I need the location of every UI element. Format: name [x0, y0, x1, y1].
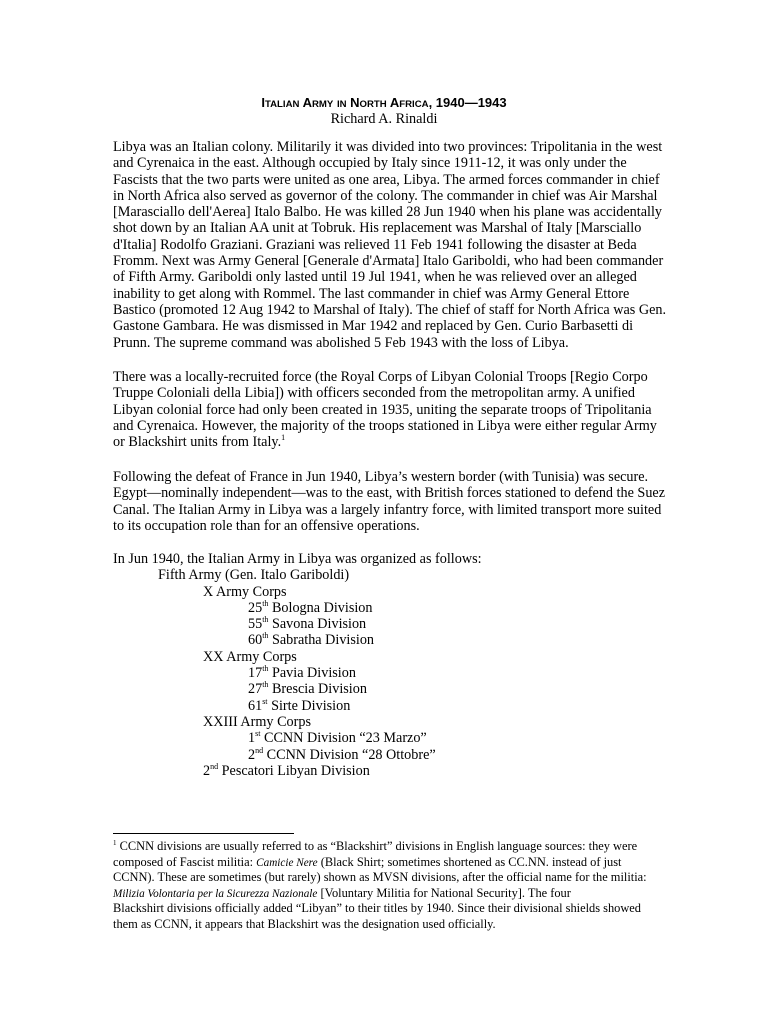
text-line: Libya was an Italian colony. Militarily it was divided into two provinces: Tripolitania in the west [113, 139, 663, 155]
paragraph-command-history [113, 139, 673, 351]
division-entry [113, 665, 482, 681]
text-line: in North Africa also served as governor of the colony. The commander in chief was Air Marshal [113, 187, 658, 204]
division-name: CCNN Division “23 Marzo” [260, 730, 427, 747]
ordinal-suffix: th [262, 598, 269, 608]
division-number: 27 [248, 681, 263, 698]
text-span: composed of Fascist militia: [113, 854, 257, 869]
corps-entry: X Army Corps [203, 583, 287, 600]
footnote-marker: 1 [113, 839, 117, 847]
text-line: There was a locally-recruited force (the Royal Corps of Libyan Colonial Troops [Regio Corpo [113, 369, 648, 385]
text-line: inability to get along with Rommel. The last commander in chief was Army General Ettore [113, 285, 630, 302]
text-line: Egypt—nominally independent—was to the east, with British forces stationed to defend the Suez [113, 485, 666, 502]
order-of-battle [113, 551, 482, 779]
division-number: 1 [248, 730, 256, 747]
division-name: Sabratha Division [268, 632, 375, 649]
division-entry [113, 763, 482, 779]
ordinal-suffix: st [255, 729, 261, 739]
division-name: Pescatori Libyan Division [218, 762, 370, 779]
division-name: Sirte Division [267, 697, 351, 714]
division-entry [113, 730, 482, 746]
text-line: [Marasciallo dell'Aerea] Italo Balbo. He was killed 28 Jun 1940 when his plane was accidentally [113, 204, 662, 221]
text-line: Truppe Coloniali della Libia]) with officers seconded from the metropolitan army. A unified [113, 385, 635, 402]
ordinal-suffix: th [262, 680, 269, 690]
text-line: d'Italia] Rodolfo Graziani. Graziani was relieved 11 Feb 1941 following the disaster at Beda [113, 236, 637, 253]
division-number: 2 [248, 746, 256, 763]
text-line: Canal. The Italian Army in Libya was a largely infantry force, with limited transport more suited [113, 501, 662, 518]
text-span: CCNN divisions are usually referred to as “Blackshirt” divisions in English language sources: they were [116, 839, 638, 853]
division-name: Pavia Division [268, 665, 356, 682]
text-line: them as CCNN, it appears that Blackshirt was the designation used officially. [113, 916, 496, 931]
ordinal-suffix: nd [255, 745, 264, 755]
paragraph-strategic-situation [113, 469, 673, 534]
footnote [113, 839, 673, 933]
text-span: (Black Shirt; sometimes shortened as CC.NN. instead of just [317, 854, 622, 869]
corps-entry: XXIII Army Corps [203, 713, 311, 730]
ordinal-suffix: nd [210, 761, 219, 771]
division-number: 55 [248, 616, 263, 633]
text-line: to its occupation role than for an offensive operations. [113, 517, 420, 534]
text-line: Following the defeat of France in Jun 1940, Libya’s western border (with Tunisia) was secure. [113, 469, 649, 485]
ordinal-suffix: th [262, 631, 269, 641]
footnote-divider [113, 833, 294, 834]
division-entry [113, 616, 482, 632]
ordinal-suffix: th [262, 615, 269, 625]
division-number: 17 [248, 665, 263, 682]
division-entry [113, 681, 482, 697]
title-text: ITALIAN ARMY IN NORTH AFRICA, 1940—1943 [261, 95, 507, 110]
army-entry: Fifth Army (Gen. Italo Gariboldi) [158, 567, 350, 584]
text-line [113, 886, 673, 902]
text-span: or Blackshirt units from Italy. [113, 434, 282, 451]
text-span: [Voluntary Militia for National Security]. The four [317, 885, 571, 900]
division-number: 2 [203, 762, 211, 779]
paragraph-colonial-troops [113, 369, 673, 450]
division-number: 25 [248, 599, 263, 616]
text-line: and Cyrenaica. However, the majority of the troops stationed in Libya were either regular Army [113, 417, 657, 434]
text-line: Libyan colonial force had only been created in 1935, uniting the separate troops of Tripolitania [113, 401, 652, 418]
italic-term: Camicie Nere [256, 856, 318, 869]
division-entry [113, 600, 482, 616]
division-entry [113, 632, 482, 648]
division-entry [113, 747, 482, 763]
author-line: Richard A. Rinaldi [330, 111, 438, 127]
text-line [113, 839, 673, 855]
division-name: Brescia Division [268, 681, 367, 698]
org-intro: In Jun 1940, the Italian Army in Libya was organized as follows: [113, 551, 482, 567]
text-line: Prunn. The supreme command was abolished 5 Feb 1943 with the loss of Libya. [113, 334, 569, 351]
text-line: CCNN). These are sometimes (but rarely) shown as MVSN divisions, after the official name for the militia: [113, 870, 647, 885]
text-line: Bastico (promoted 12 Aug 1942 to Marshal of Italy). The chief of staff for North Africa was Gen. [113, 301, 667, 318]
ordinal-suffix: st [262, 696, 268, 706]
division-name: Savona Division [268, 616, 367, 633]
ordinal-suffix: th [262, 664, 269, 674]
text-line: Fascists that the two parts were united as one area, Libya. The armed forces commander in chief [113, 171, 660, 188]
division-number: 61 [248, 697, 263, 714]
text-line: Fromm. Next was Army General [Generale d'Armata] Italo Gariboldi, who had been commander [113, 253, 664, 270]
text-line: of Fifth Army. Gariboldi only lasted until 19 Jul 1941, when he was relieved over an alleged [113, 269, 637, 286]
division-name: CCNN Division “28 Ottobre” [263, 746, 436, 763]
corps-entry: XX Army Corps [203, 648, 297, 665]
text-line: Gastone Gambara. He was dismissed in Mar 1942 and replaced by Gen. Curio Barbasetti di [113, 318, 634, 335]
text-line: Blackshirt divisions officially added “Libyan” to their titles by 1940. Since their divisional shields showed [113, 901, 642, 916]
italic-term: Milizia Volontaria per la Sicurezza Nazionale [113, 887, 318, 900]
division-entry [113, 698, 482, 714]
text-line: shot down by an Italian AA unit at Tobruk. His replacement was Marshal of Italy [Marsciallo [113, 220, 642, 237]
text-line: and Cyrenaica in the east. Although occupied by Italy since 1911-12, it was only under the [113, 155, 627, 172]
division-number: 60 [248, 632, 263, 649]
text-line [113, 434, 673, 450]
footnote-reference[interactable]: 1 [281, 433, 286, 443]
text-line [113, 855, 673, 871]
division-name: Bologna Division [268, 599, 373, 616]
